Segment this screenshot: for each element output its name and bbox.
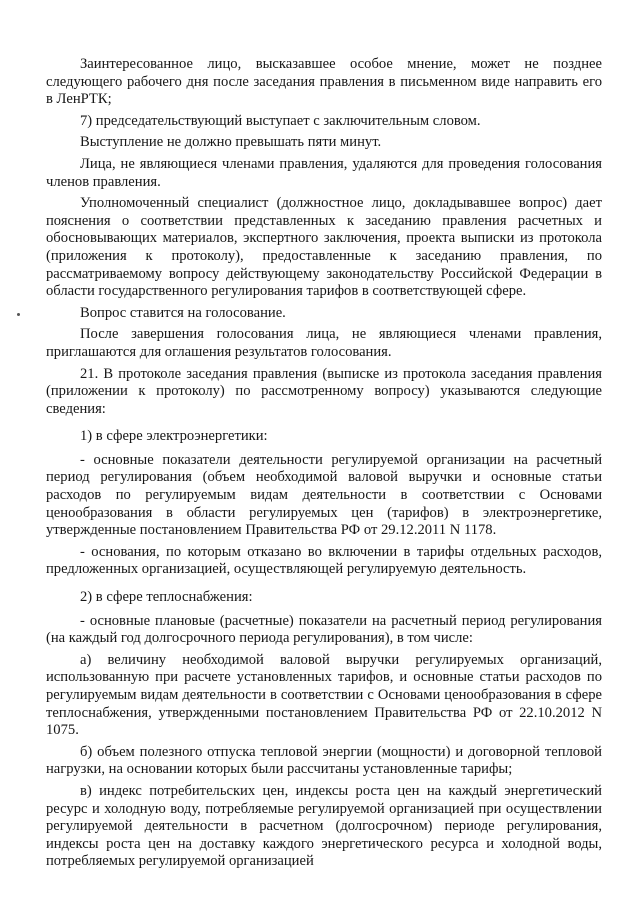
paragraph-non-members-leave: Лица, не являющиеся членами правления, удаляются для проведения голосования членов правления. bbox=[46, 155, 602, 190]
heading-electricity: 1) в сфере электроэнергетики: bbox=[80, 428, 268, 445]
paragraph-specialist-explanations: Уполномоченный специалист (должностное лицо, докладывавшее вопрос) дает пояснения о соответствии представленных к заседанию правления расчетных и обосновывающих материалов, экспертного заключения, проекта выписки из протокола (приложения к протоколу), предоставленные к заседанию правления, по рассматриваемому вопросу действующему законодательству Российской Федерации в области государственного регулирования тарифов в соответствующей сфере. bbox=[46, 195, 602, 300]
paragraph-heat-item-b: б) объем полезного отпуска тепловой энергии (мощности) и договорной тепловой нагрузки, на основании которых были рассчитаны установленные тарифы; bbox=[46, 743, 602, 778]
paragraph-heat-indicators: - основные плановые (расчетные) показатели на расчетный период регулирования (на каждый год долгосрочного периода регулирования), в том числе: bbox=[46, 612, 602, 647]
paragraph-speech-limit: Выступление не должно превышать пяти минут. bbox=[80, 134, 382, 151]
paragraph-item-21: 21. В протоколе заседания правления (выписке из протокола заседания правления (приложении к протоколу) по рассмотренному вопросу) указываются следующие сведения: bbox=[46, 365, 602, 417]
paragraph-electricity-refusal: - основания, по которым отказано во включении в тарифы отдельных расходов, предложенных организацией, осуществляющей регулируемую деятельность. bbox=[46, 543, 602, 578]
paragraph-heat-item-a: а) величину необходимой валовой выручки регулируемых организаций, использованную при расчете установленных тарифов, и основные статьи расходов по регулируемым видам деятельности в соответствии с Основами ценообразования в сфере теплоснабжения, утвержденными постановлением Правительства РФ от 22.10.2012 N 1075. bbox=[46, 651, 602, 739]
paragraph-special-opinion: Заинтересованное лицо, высказавшее особое мнение, может не позднее следующего рабочего дня после заседания правления в письменном виде направить его в ЛенРТК; bbox=[46, 56, 602, 108]
document-body bbox=[46, 56, 602, 875]
paragraph-vote: Вопрос ставится на голосование. bbox=[80, 304, 286, 321]
scan-speck bbox=[17, 313, 20, 316]
paragraph-electricity-indicators: - основные показатели деятельности регулируемой организации на расчетный период регулирования (объем необходимой валовой выручки и основные статьи расходов по регулируемым видам деятельности в соответствии с Основами ценообразования в области регулируемых цен (тарифов) в электроэнергетике, утвержденные постановлением Правительства РФ от 29.12.2011 N 1178. bbox=[46, 451, 602, 539]
paragraph-closing-word: 7) председательствующий выступает с заключительным словом. bbox=[80, 112, 481, 129]
paragraph-heat-item-c: в) индекс потребительских цен, индексы роста цен на каждый энергетический ресурс и холодную воду, потребляемые регулируемой организацией при осуществлении регулируемой деятельности в расчетном (долгосрочном) периоде регулирования, индексы роста цен на доставку каждого энергетического ресурса и холодной воды, потребляемых регулируемой организацией bbox=[46, 782, 602, 870]
heading-heat-supply: 2) в сфере теплоснабжения: bbox=[80, 589, 253, 606]
paragraph-after-vote: После завершения голосования лица, не являющиеся членами правления, приглашаются для оглашения результатов голосования. bbox=[46, 326, 602, 360]
